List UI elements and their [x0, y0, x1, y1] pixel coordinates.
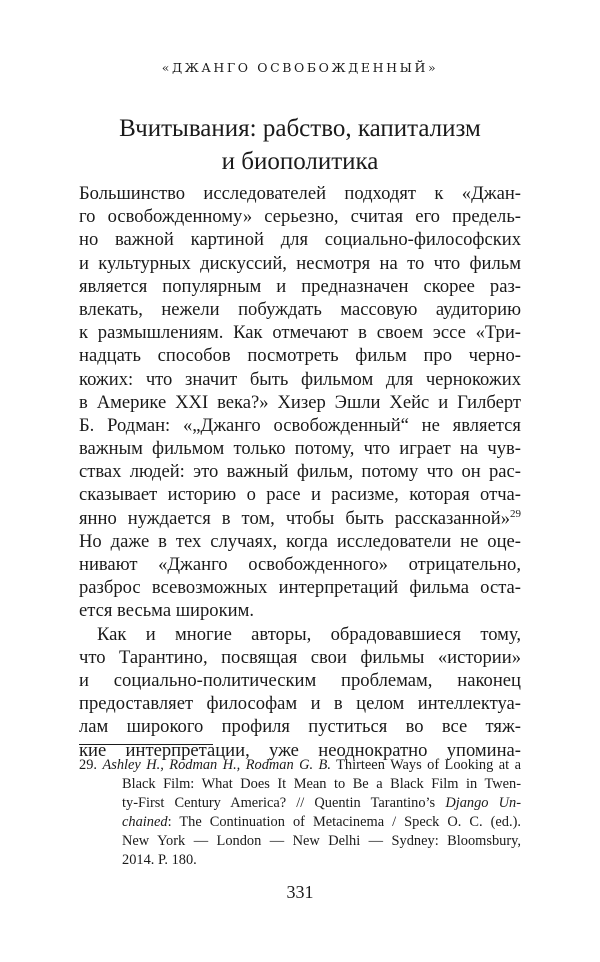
footnote-29	[79, 756, 521, 870]
footnote-line	[79, 756, 521, 775]
body-text	[79, 182, 521, 762]
chapter-title-line-1: Вчитывания: рабство, капитализм	[119, 115, 481, 142]
body-line: разброс всевозможных интерпретаций фильма оста-	[79, 577, 521, 599]
body-line: кожих: что значит быть фильмом для чернокожих	[79, 368, 521, 390]
body-line: в Америке XXI века?» Хизер Эшли Хейс и Гилберт	[79, 391, 521, 413]
footnote-text: Thirteen Ways of Looking at a	[336, 757, 521, 773]
body-line: предоставляет философам и в целом интеллектуа-	[79, 693, 521, 715]
body-line: го освобожденному» серьезно, считая его предель-	[79, 206, 521, 228]
footnote-title-italic: Django Un-	[445, 795, 521, 811]
body-line: кие интерпретации, уже неоднократно упомина-	[79, 739, 521, 761]
footnote-line: Black Film: What Does It Mean to Be a Black Film in Twen-	[122, 776, 521, 792]
body-line: надцать способов посмотреть фильм про черно-	[79, 345, 521, 367]
footnote-line	[79, 813, 521, 832]
body-line-text: янно нуждается в том, чтобы быть рассказанной»	[79, 507, 510, 529]
chapter-title-line-2: и биополитика	[221, 148, 379, 175]
body-line: нивают «Джанго освобожденного» отрицательно,	[79, 554, 521, 575]
body-line: Б. Родман: «„Джанго освобожденный“ не является	[79, 414, 521, 436]
body-line-with-footnote-ref	[79, 507, 521, 530]
footnote-line: New York — London — New Delhi — Sydney: Bloomsbury,	[122, 833, 521, 849]
body-line: влекать, нежели побуждать массовую аудиторию	[79, 298, 521, 320]
body-line: и культурных дискуссий, несмотря на то что фильм	[79, 252, 521, 274]
body-line: к размышлениям. Как отмечают в своем эссе «Три-	[79, 322, 521, 344]
body-line: Но даже в тех случаях, когда исследователи не оце-	[79, 530, 521, 552]
body-line: и социально-политическим проблемам, наконец	[79, 669, 521, 691]
body-line: что Тарантино, посвящая свои фильмы «истории»	[79, 646, 521, 668]
body-line: лам широкого профиля пуститься во все тяж-	[79, 716, 521, 738]
body-line: Как и многие авторы, обрадовавшиеся тому,	[97, 623, 521, 645]
footnote-text: ty-First Century America? // Quentin Tarantino’s	[122, 795, 436, 811]
footnote-title-italic: chained	[122, 814, 168, 830]
footnote-text: : The Continuation of Metacinema / Speck O. C. (ed.).	[167, 814, 521, 830]
page-number: 331	[286, 882, 314, 902]
body-line: ется весьма широким.	[79, 600, 254, 622]
chapter-title	[79, 112, 521, 178]
footnote-divider	[79, 744, 213, 745]
footnote-authors: Ashley H., Rodman H., Rodman G. B.	[102, 757, 331, 773]
footnote-line	[79, 794, 521, 813]
body-line: Большинство исследователей подходят к «Джан-	[79, 183, 521, 204]
running-head: «ДЖАНГО ОСВОБОЖДЕННЫЙ»	[161, 60, 439, 75]
footnote-number: 29.	[79, 757, 97, 773]
body-line: но важной картиной для социально-философских	[79, 229, 521, 251]
body-line: сказывает историю о расе и расизме, которая отча-	[79, 484, 521, 506]
footnote-line: 2014. P. 180.	[122, 852, 197, 868]
book-page	[79, 0, 521, 962]
body-line: важным фильмом только потому, что играет на чув-	[79, 438, 521, 460]
body-line: является популярным и предназначен скорее раз-	[79, 275, 521, 297]
footnote-reference[interactable]: 29	[510, 507, 521, 520]
body-line: ствах людей: это важный фильм, потому что он рас-	[79, 461, 521, 483]
